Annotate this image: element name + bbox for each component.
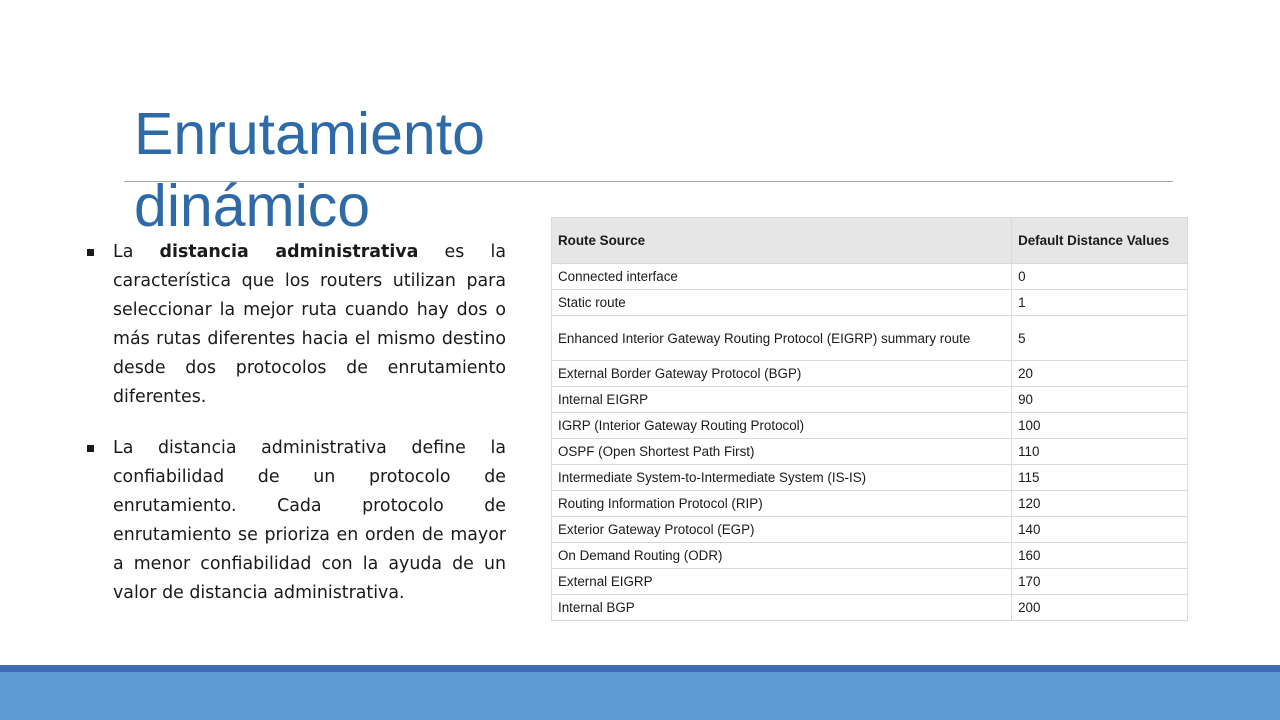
distance-value-cell: 140 [1012, 517, 1188, 543]
distance-value-cell: 0 [1012, 264, 1188, 290]
distance-value-cell: 1 [1012, 290, 1188, 316]
distance-value-cell: 170 [1012, 569, 1188, 595]
distance-value-cell: 110 [1012, 439, 1188, 465]
route-source-cell: Static route [552, 290, 1012, 316]
square-bullet-icon [87, 445, 94, 452]
distance-value-cell: 20 [1012, 361, 1188, 387]
route-source-cell: IGRP (Interior Gateway Routing Protocol) [552, 413, 1012, 439]
table-row [552, 595, 1188, 621]
bullet-text: La distancia administrativa define la confiabilidad de un protocolo de enrutamiento. Cada protocolo de enrutamiento se prioriza en orden de mayor a menor confiabilidad con la ayuda de un valor de distancia administrativa. [113, 438, 506, 603]
footer-band-light [0, 672, 1280, 720]
table-row [552, 413, 1188, 439]
route-source-cell: Routing Information Protocol (RIP) [552, 491, 1012, 517]
table-header-row [552, 218, 1188, 264]
table-row [552, 316, 1188, 361]
table-row [552, 569, 1188, 595]
distance-value-cell: 115 [1012, 465, 1188, 491]
table-row [552, 543, 1188, 569]
distance-value-cell: 160 [1012, 543, 1188, 569]
distance-value-cell: 90 [1012, 387, 1188, 413]
bullet-list [84, 238, 506, 630]
table-body [552, 264, 1188, 621]
bullet-item [84, 238, 506, 412]
table-row [552, 439, 1188, 465]
slide-title: Enrutamiento dinámico [134, 101, 485, 239]
distance-value-cell: 5 [1012, 316, 1188, 361]
route-source-cell: Intermediate System-to-Intermediate System (IS-IS) [552, 465, 1012, 491]
table-row [552, 465, 1188, 491]
distance-value-cell: 100 [1012, 413, 1188, 439]
route-source-cell: Connected interface [552, 264, 1012, 290]
table-row [552, 264, 1188, 290]
route-source-cell: Exterior Gateway Protocol (EGP) [552, 517, 1012, 543]
distance-value-cell: 120 [1012, 491, 1188, 517]
table-row [552, 387, 1188, 413]
route-source-cell: External Border Gateway Protocol (BGP) [552, 361, 1012, 387]
bold-term: distancia administrativa [159, 242, 419, 262]
title-divider [124, 181, 1173, 182]
table-row [552, 491, 1188, 517]
route-source-cell: On Demand Routing (ODR) [552, 543, 1012, 569]
route-source-cell: Internal EIGRP [552, 387, 1012, 413]
table-row [552, 517, 1188, 543]
header-default-distance: Default Distance Values [1012, 218, 1188, 264]
table-row [552, 290, 1188, 316]
header-route-source: Route Source [552, 218, 1012, 264]
footer-band-dark [0, 665, 1280, 672]
table-row [552, 361, 1188, 387]
route-source-cell: OSPF (Open Shortest Path First) [552, 439, 1012, 465]
square-bullet-icon [87, 249, 94, 256]
bullet-item [84, 434, 506, 608]
route-source-cell: External EIGRP [552, 569, 1012, 595]
distance-value-cell: 200 [1012, 595, 1188, 621]
route-source-cell: Internal BGP [552, 595, 1012, 621]
route-source-cell: Enhanced Interior Gateway Routing Protocol (EIGRP) summary route [552, 316, 1012, 361]
route-distance-table [551, 217, 1188, 621]
bullet-text: La distancia administrativa es la característica que los routers utilizan para seleccionar la mejor ruta cuando hay dos o más rutas diferentes hacia el mismo destino desde dos protocolos de enrutamiento diferentes. [113, 242, 506, 407]
